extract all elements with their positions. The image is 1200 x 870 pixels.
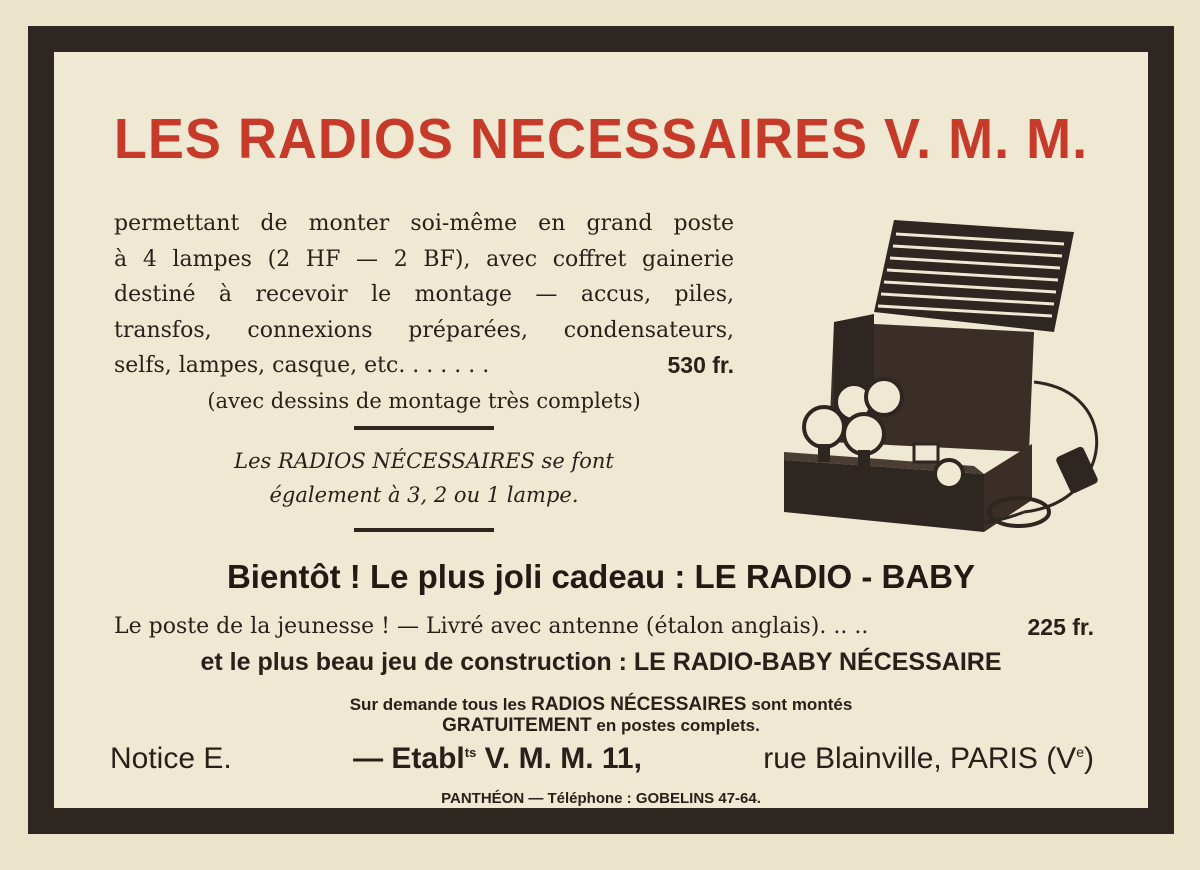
ad-content — [54, 52, 1148, 808]
intro-line: permettant de monter soi-même en grand poste — [114, 211, 734, 236]
on-demand-line-1 — [54, 694, 1148, 715]
establishment-label — [353, 742, 642, 776]
paren-close: ) — [1083, 742, 1094, 775]
radio-set-illustration — [774, 212, 1114, 542]
on-demand-note — [54, 694, 1148, 736]
ad-frame — [28, 26, 1174, 834]
lamp-variants-note — [114, 444, 734, 512]
construction-kit-line: et le plus beau jeu de construction : LE RADIO-BABY NÉCESSAIRE — [200, 648, 1002, 676]
street-text: rue Blainville, PARIS (V — [763, 742, 1077, 775]
intro-items-text: selfs, lampes, casque, etc. . . . . . . — [114, 353, 490, 378]
radio-baby-offer-text: Le poste de la jeunesse ! — Livré avec antenne (étalon anglais). .. .. — [114, 614, 869, 639]
etabl-text: — Etabl — [353, 742, 465, 775]
free-emphasis: GRATUITEMENT — [442, 715, 592, 736]
on-demand-line-2 — [54, 715, 1148, 736]
ad-headline: LES RADIOS NECESSAIRES V. M. M. — [113, 107, 1089, 171]
intro-line: à 4 lampes (2 HF — 2 BF), avec coffret gainerie — [114, 246, 734, 272]
on-demand-text: Sur demande tous les — [349, 695, 532, 714]
lamp-variants-line-1: Les RADIOS NÉCESSAIRES se font — [234, 449, 614, 473]
notice-label: Notice E. — [110, 742, 232, 775]
on-demand-emphasis: RADIOS NÉCESSAIRES — [531, 694, 747, 715]
price-225: 225 fr. — [1027, 614, 1094, 640]
intro-price-line — [114, 348, 734, 384]
intro-line: transfos, connexions préparées, condensateurs, — [114, 317, 734, 343]
montage-note: (avec dessins de montage très complets) — [207, 388, 641, 413]
telephone-line: PANTHÉON — Téléphone : GOBELINS 47-64. — [441, 790, 761, 807]
radio-baby-headline: Bientôt ! Le plus joli cadeau : LE RADIO - BABY — [226, 558, 976, 595]
price-530: 530 fr. — [667, 352, 734, 378]
divider-rule-top — [354, 426, 494, 430]
etabl-sup: ts — [464, 745, 477, 760]
radio-baby-offer-line — [114, 614, 1094, 641]
intro-paragraph — [114, 206, 734, 419]
street-address — [763, 742, 1094, 776]
intro-line: destiné à recevoir le montage — accus, piles, — [114, 282, 734, 307]
vmm-number: V. M. M. 11, — [484, 742, 642, 775]
lamp-variants-line-2: également à 3, 2 ou 1 lampe. — [269, 483, 579, 507]
on-demand-text: sont montés — [746, 695, 853, 714]
divider-rule-bottom — [354, 528, 494, 532]
arrondissement-sup: e — [1076, 744, 1084, 760]
address-line — [110, 742, 1094, 776]
on-demand-text: en postes complets. — [591, 716, 760, 735]
